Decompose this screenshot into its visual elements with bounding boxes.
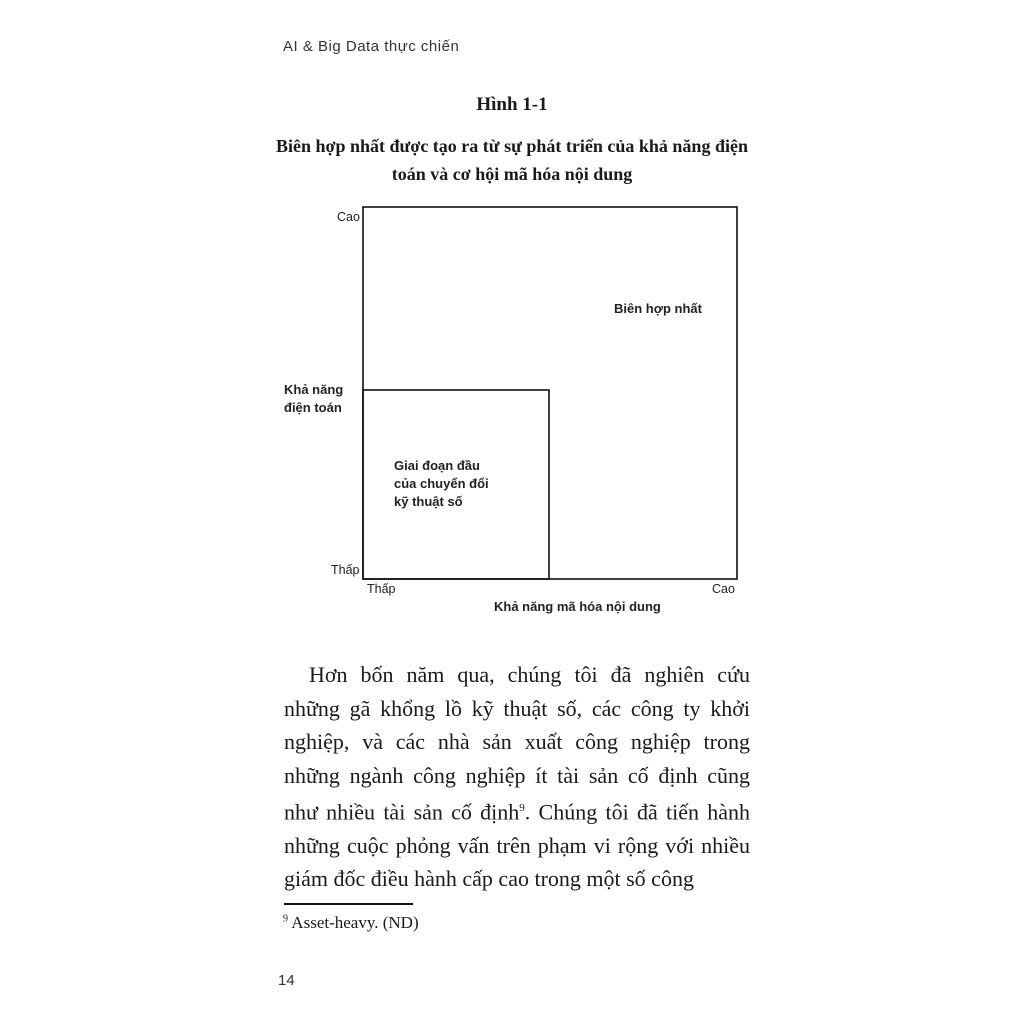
footnote-reference: 9 <box>519 802 525 814</box>
outer-frontier-box <box>363 207 737 579</box>
page-number: 14 <box>278 972 295 989</box>
x-axis-label: Khả năng mã hóa nội dung <box>494 599 661 614</box>
footnote <box>283 913 419 933</box>
x-axis-high-label: Cao <box>712 582 735 596</box>
outer-region-label: Biên hợp nhất <box>614 301 702 316</box>
body-text-part-2: . Chúng tôi đã tiến hành những cuộc phỏng vấn trên phạm vi rộng với nhiều giám đốc điều hành cấp cao trong một số công <box>284 799 751 892</box>
body-paragraph <box>284 658 750 896</box>
y-axis-low-label: Thấp <box>331 563 360 577</box>
y-axis-label: Khả năng điện toán <box>284 382 344 415</box>
footnote-text: Asset-heavy. (ND) <box>288 913 419 932</box>
inner-region-label: Giai đoạn đầu của chuyển đổi kỹ thuật số <box>394 458 489 509</box>
figure-number: Hình 1-1 <box>476 94 548 115</box>
figure-caption: Biên hợp nhất được tạo ra từ sự phát triển của khả năng điện toán và cơ hội mã hóa nội dung <box>276 136 748 184</box>
running-header: AI & Big Data thực chiến <box>283 38 460 55</box>
footnote-divider <box>284 903 413 905</box>
x-axis-low-label: Thấp <box>367 582 396 596</box>
footnote-marker: 9 <box>283 913 288 925</box>
y-axis-high-label: Cao <box>337 210 360 224</box>
body-text-part-1: Hơn bốn năm qua, chúng tôi đã nghiên cứu những gã khổng lồ kỹ thuật số, các công ty khởi nghiệp, và các nhà sản xuất công nghiệp trong những ngành công nghiệp ít tài sản cố định cũng như nhiều tài sản cố định <box>284 662 750 825</box>
